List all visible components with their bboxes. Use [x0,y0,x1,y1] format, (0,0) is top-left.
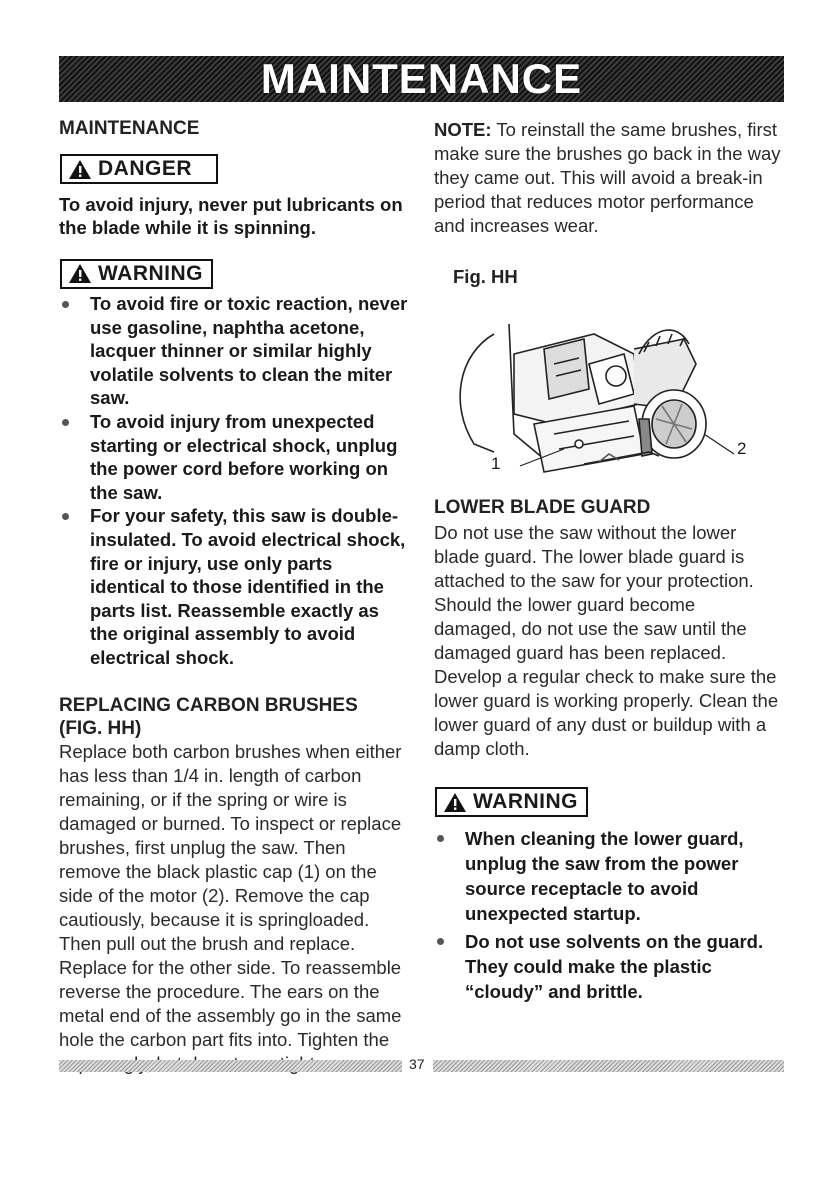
figure-caption: Fig. HH [453,266,518,287]
danger-signal-box [60,154,218,184]
banner-title: MAINTENANCE [260,55,583,102]
page-footer [59,1058,784,1072]
bullet-icon [62,419,69,426]
danger-text: To avoid injury, never put lubricants on the blade while it is spinning. [59,193,403,238]
list-item: To avoid injury from unexpected starting or electrical shock, unplug the power cord before working on the saw. [59,410,409,504]
lower-blade-guard-text: Do not use the saw without the lower blade guard. The lower blade guard is attached to the saw for your protection. Should the lower guard become damaged, do not use the saw until the damaged guard has been replaced. Develop a regular check to make sure the lower guard is working properly. Clean the lower guard of any dust or buildup with a damp cloth. [434,522,779,759]
footer-rule-right [433,1060,784,1072]
brushes-heading: REPLACING CARBON BRUSHES (FIG. HH) [59,694,358,739]
warning-label: WARNING [473,790,578,813]
bullet-icon [62,301,69,308]
note-text: To reinstall the same brushes, first make sure the brushes go back in the way they came out. This will avoid a break-in period that reduces motor performance and increases wear. [434,119,781,236]
hazard-triangle-icon [443,792,467,813]
bullet-icon [437,938,444,945]
bullet-icon [437,835,444,842]
maintenance-heading: MAINTENANCE [59,118,200,139]
left-column [59,118,409,1076]
page-number: 37 [409,1056,425,1072]
list-item: When cleaning the lower guard, unplug the saw from the power source receptacle to avoid unexpected startup. [434,826,774,926]
hazard-triangle-icon [68,263,92,284]
note-paragraph [434,118,789,238]
list-item: To avoid fire or toxic reaction, never use gasoline, naphtha acetone, lacquer thinner or similar highly volatile solvents to clean the miter saw. [59,292,409,410]
callout-1: 1 [491,454,501,473]
figure-hh [434,294,764,494]
brushes-text: Replace both carbon brushes when either has less than 1/4 in. length of carbon remaining, or if the spring or wire is damaged or burned. To inspect or replace brushes, first unplug the saw. Then remove the black plastic cap (1) on the side of the motor (2). Remove the cap cautiously, because it is springloaded. Then pull out the brush and replace. Replace for the other side. To reassemble reverse the procedure. The ears on the metal end of the assembly go in the same hole the carbon part fits into. Tighten the [59,740,402,1050]
hazard-triangle-icon [68,159,92,180]
page-banner [59,56,784,102]
warning-signal-box [60,259,213,289]
right-column [434,118,789,1004]
miter-saw-motor-illustration [434,294,764,494]
note-label: NOTE: [434,119,492,140]
warning-label: WARNING [98,261,203,285]
list-item: For your safety, this saw is double-insulated. To avoid electrical shock, fire or injury, use only parts identical to those identified in the parts list. Reassemble exactly as the original assembly to avoid electrical shock. [59,504,409,669]
warning-list [434,826,774,1004]
lower-blade-guard-heading: LOWER BLADE GUARD [434,497,651,518]
warning-list [59,292,409,670]
bullet-icon [62,513,69,520]
list-item: Do not use solvents on the guard. They could make the plastic “cloudy” and brittle. [434,929,774,1004]
footer-rule-left [59,1060,402,1072]
callout-2: 2 [737,439,747,458]
danger-label: DANGER [98,157,193,180]
warning-signal-box [435,787,588,817]
